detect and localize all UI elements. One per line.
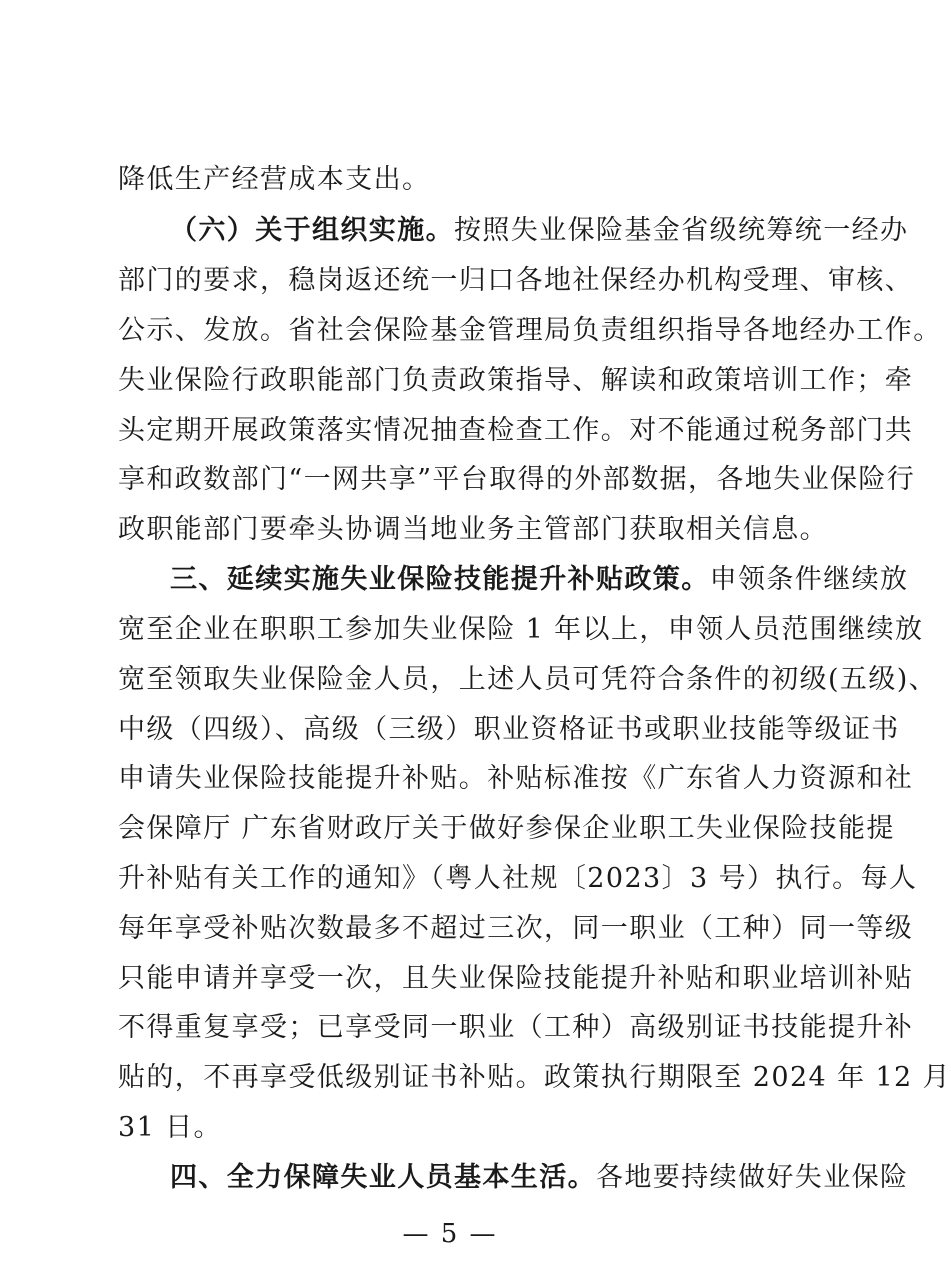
body-text-line	[170, 1156, 909, 1200]
body-text-line	[118, 708, 900, 752]
body-text-line	[118, 508, 828, 552]
line-text: 申领条件继续放	[709, 564, 909, 595]
line-text: 会保障厅 广东省财政厅关于做好参保企业职工失业保险技能提	[118, 813, 895, 844]
line-text: 失业保险行政职能部门负责政策指导、解读和政策培训工作；牵	[118, 365, 914, 396]
line-text: 公示、发放。省社会保险基金管理局负责组织指导各地经办工作。	[118, 315, 942, 346]
body-text-line	[118, 857, 918, 901]
body-text-line	[118, 658, 938, 702]
body-text-line	[118, 158, 798, 202]
body-text-line	[170, 558, 909, 602]
body-text-line	[118, 309, 942, 353]
line-text: 宽至企业在职职工参加失业保险 1 年以上，申领人员范围继续放	[118, 614, 924, 645]
line-text: 各地要持续做好失业保险	[596, 1162, 909, 1193]
body-text-line	[118, 957, 914, 1001]
body-text-line	[118, 757, 914, 801]
line-text: 降低生产经营成本支出。	[118, 164, 431, 195]
body-text-line	[118, 807, 895, 851]
section-heading: 四、全力保障失业人员基本生活。	[170, 1162, 596, 1193]
body-text-line	[118, 608, 924, 652]
body-text-line	[118, 1106, 798, 1150]
body-text-line	[118, 409, 914, 453]
line-text: 升补贴有关工作的通知》（粤人社规〔2023〕3 号）执行。每人	[118, 863, 918, 894]
line-text: 只能申请并享受一次，且失业保险技能提升补贴和职业培训补贴	[118, 963, 914, 994]
body-text-line	[170, 209, 909, 253]
body-text-line	[118, 458, 916, 502]
line-text: 每年享受补贴次数最多不超过三次，同一职业（工种）同一等级	[118, 913, 914, 944]
line-text: 贴的，不再享受低级别证书补贴。政策执行期限至 2024 年 12 月	[118, 1062, 951, 1093]
line-text: 中级（四级）、高级（三级）职业资格证书或职业技能等级证书	[118, 714, 900, 745]
line-text: 享和政数部门“一网共享”平台取得的外部数据，各地失业保险行	[118, 464, 916, 495]
body-text-line	[118, 1056, 951, 1100]
body-text-line	[118, 259, 914, 303]
body-text-line	[118, 359, 914, 403]
line-text: 头定期开展政策落实情况抽查检查工作。对不能通过税务部门共	[118, 415, 914, 446]
line-text: 部门的要求，稳岗返还统一归口各地社保经办机构受理、审核、	[118, 265, 914, 296]
page-number: — 5 —	[402, 1219, 498, 1249]
body-text-line	[118, 1006, 914, 1050]
line-text: 申请失业保险技能提升补贴。补贴标准按《广东省人力资源和社	[118, 763, 914, 794]
section-heading: 三、延续实施失业保险技能提升补贴政策。	[170, 564, 710, 595]
line-text: 政职能部门要牵头协调当地业务主管部门获取相关信息。	[118, 514, 828, 545]
section-heading: （六）关于组织实施。	[170, 215, 454, 246]
line-text: 宽至领取失业保险金人员，上述人员可凭符合条件的初级(五级)、	[118, 664, 938, 695]
line-text: 31 日。	[118, 1112, 222, 1143]
line-text: 按照失业保险基金省级统筹统一经办	[454, 215, 909, 246]
body-text-line	[118, 907, 914, 951]
line-text: 不得重复享受；已享受同一职业（工种）高级别证书技能提升补	[118, 1012, 914, 1043]
